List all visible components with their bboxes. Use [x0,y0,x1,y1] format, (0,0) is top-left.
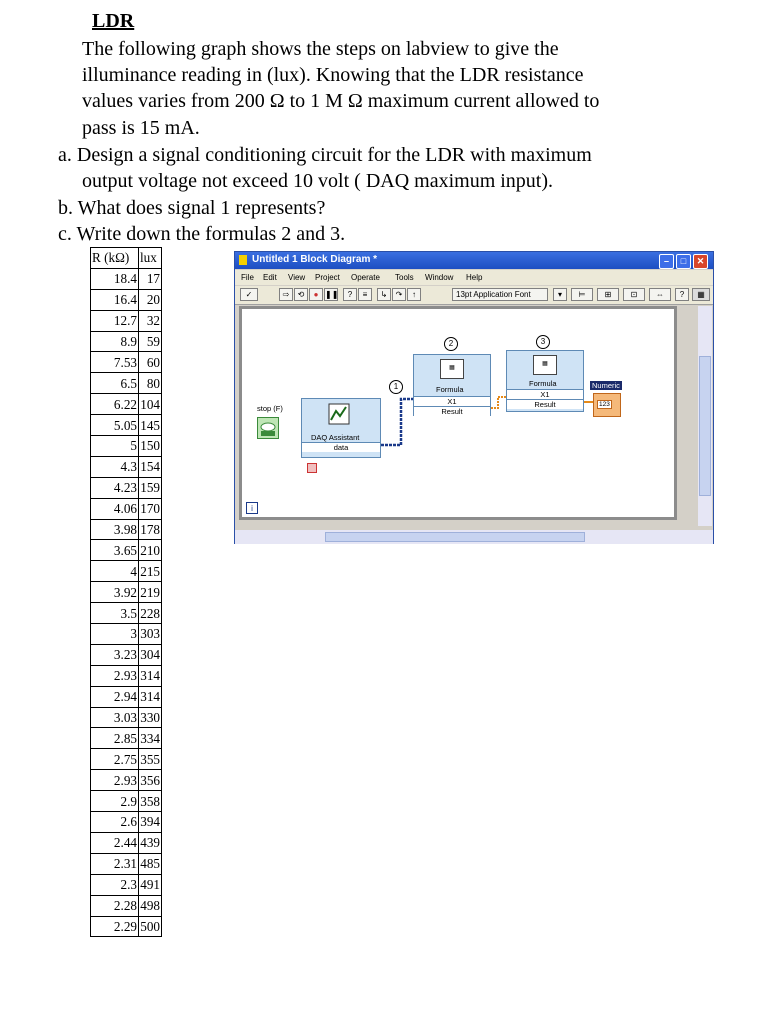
resistance-cell: 5 [91,436,139,457]
lux-cell: 228 [139,603,162,624]
lux-cell: 20 [139,289,162,310]
reorder-icon[interactable]: ⇔ [649,288,671,301]
lux-cell: 485 [139,853,162,874]
formula-2-label: Formula [529,379,557,388]
table-row [91,665,162,686]
menu-view[interactable]: View [288,273,306,282]
table-row [91,477,162,498]
resistance-cell: 4.06 [91,498,139,519]
loop-iteration-terminal[interactable]: i [246,502,258,514]
maximize-icon[interactable]: □ [676,254,691,269]
stop-terminal[interactable] [257,417,279,439]
resistance-cell: 3.03 [91,707,139,728]
resistance-cell: 4.3 [91,456,139,477]
question-a-line-2: output voltage not exceed 10 volt ( DAQ maximum input). [82,170,554,192]
menu-project[interactable]: Project [315,273,340,282]
resistance-cell: 7.53 [91,352,139,373]
lux-cell: 303 [139,624,162,645]
table-row [91,540,162,561]
lux-cell: 215 [139,561,162,582]
menu-file[interactable]: File [241,273,254,282]
resistance-cell: 3.92 [91,582,139,603]
retain-wire-icon[interactable]: ≡ [358,288,372,301]
step-out-icon[interactable]: ↑ [407,288,421,301]
table-row [91,456,162,477]
lux-cell: 145 [139,415,162,436]
lux-cell: 304 [139,644,162,665]
lux-cell: 358 [139,791,162,812]
table-row [91,582,162,603]
lux-cell: 150 [139,436,162,457]
table-row [91,603,162,624]
minimize-icon[interactable]: – [659,254,674,269]
abort-icon[interactable]: ● [309,288,323,301]
highlight-execution-icon[interactable]: ? [343,288,357,301]
resistance-cell: 2.75 [91,749,139,770]
menu-operate[interactable]: Operate [351,273,380,282]
resistance-cell: 6.5 [91,373,139,394]
formula-1-label: Formula [436,385,464,394]
error-cluster-icon[interactable] [307,463,317,473]
resistance-cell: 2.6 [91,812,139,833]
paragraph-line-4: pass is 15 mA. [82,117,200,139]
resistance-cell: 6.22 [91,394,139,415]
resistance-cell: 3 [91,624,139,645]
lux-cell: 314 [139,686,162,707]
lux-cell: 60 [139,352,162,373]
question-b: b. What does signal 1 represents? [58,197,326,219]
stop-button-icon [258,418,278,438]
resistance-cell: 3.98 [91,519,139,540]
table-row [91,498,162,519]
table-row [91,791,162,812]
table-row [91,624,162,645]
menu-bar [235,270,713,285]
table-row [91,853,162,874]
table-row [91,289,162,310]
lux-cell: 500 [139,916,162,937]
window-title: Untitled 1 Block Diagram * [252,254,378,265]
resistance-cell: 4 [91,561,139,582]
lux-cell: 330 [139,707,162,728]
table-row [91,519,162,540]
font-select[interactable]: 13pt Application Font [452,288,548,301]
lux-cell: 491 [139,874,162,895]
table-row [91,436,162,457]
lux-cell: 219 [139,582,162,603]
question-a-line-1: a. Design a signal conditioning circuit for the LDR with maximum [58,144,592,166]
labview-icon [239,255,247,265]
formula-node-1[interactable] [413,354,491,416]
paragraph-line-3: values varies from 200 Ω to 1 M Ω maximum current allowed to [82,90,600,112]
daq-assistant-icon [328,403,350,425]
lux-cell: 210 [139,540,162,561]
table-row [91,373,162,394]
paragraph-line-2: illuminance reading in (lux). Knowing that the LDR resistance [82,64,584,86]
table-row [91,707,162,728]
daq-assistant-label: DAQ Assistant [311,433,360,442]
lux-cell: 32 [139,310,162,331]
formula-2-input[interactable]: X1 [507,389,583,399]
vertical-scrollbar-thumb[interactable] [699,356,711,496]
daq-assistant-node[interactable] [301,398,381,458]
formula-1-input[interactable]: X1 [414,396,490,406]
question-c: c. Write down the formulas 2 and 3. [58,223,346,245]
lux-cell: 498 [139,895,162,916]
header-resistance: R (kΩ) [91,248,139,269]
chevron-down-icon[interactable]: ▾ [553,288,567,301]
formula-wire [491,392,507,412]
signal-marker-2: 2 [444,337,458,351]
table-row [91,268,162,289]
lux-cell: 170 [139,498,162,519]
window-titlebar[interactable] [235,252,713,269]
table-row [91,728,162,749]
resistance-cell: 2.93 [91,665,139,686]
resistance-cell: 18.4 [91,268,139,289]
step-into-icon[interactable]: ↳ [377,288,391,301]
lux-cell: 80 [139,373,162,394]
header-lux: lux [139,248,162,269]
resistance-cell: 3.23 [91,644,139,665]
run-check-icon[interactable]: ✓ [240,288,258,301]
table-row [91,352,162,373]
resistance-cell: 5.05 [91,415,139,436]
run-arrow-icon[interactable]: ⇨ [279,288,293,301]
resistance-cell: 2.3 [91,874,139,895]
resistance-cell: 2.31 [91,853,139,874]
run-continuous-icon[interactable]: ⟲ [294,288,308,301]
formula-2-output[interactable]: Result [507,399,583,409]
resistance-cell: 16.4 [91,289,139,310]
table-row [91,770,162,791]
resistance-cell: 12.7 [91,310,139,331]
resistance-cell: 2.28 [91,895,139,916]
horizontal-scrollbar-thumb[interactable] [325,532,585,542]
lux-cell: 394 [139,812,162,833]
menu-tools[interactable]: Tools [395,273,414,282]
table-row [91,916,162,937]
distribute-objects-icon[interactable]: ⊞ [597,288,619,301]
table-row [91,686,162,707]
menu-help[interactable]: Help [466,273,483,282]
menu-edit[interactable]: Edit [263,273,277,282]
formula-1-icon: ▦ [440,359,464,379]
resistance-cell: 2.85 [91,728,139,749]
lux-cell: 355 [139,749,162,770]
table-row [91,749,162,770]
lux-cell: 104 [139,394,162,415]
resistance-cell: 3.65 [91,540,139,561]
table-header-row [91,248,162,269]
resistance-cell: 2.29 [91,916,139,937]
lux-cell: 17 [139,268,162,289]
lux-cell: 439 [139,832,162,853]
menu-window[interactable]: Window [425,273,454,282]
resistance-cell: 2.93 [91,770,139,791]
table-row [91,415,162,436]
align-objects-icon[interactable]: ⊨ [571,288,593,301]
daq-data-terminal[interactable]: data [302,442,380,452]
table-row [91,310,162,331]
table-row [91,331,162,352]
lux-cell: 334 [139,728,162,749]
help-icon[interactable]: ? [675,288,689,301]
signal-marker-3: 3 [536,335,550,349]
pause-icon[interactable]: ❚❚ [325,290,339,299]
table-row [91,644,162,665]
signal-marker-1: 1 [389,380,403,394]
table-row [91,812,162,833]
step-over-icon[interactable]: ↷ [392,288,406,301]
ldr-data-table [90,247,162,937]
resistance-cell: 2.44 [91,832,139,853]
lux-cell: 356 [139,770,162,791]
lux-cell: 159 [139,477,162,498]
resize-objects-icon[interactable]: ⊡ [623,288,645,301]
table-row [91,895,162,916]
numeric-value: 123 [599,401,610,408]
vi-icon[interactable]: ▦ [692,288,710,301]
lux-cell: 154 [139,456,162,477]
lux-cell: 314 [139,665,162,686]
paragraph-line-1: The following graph shows the steps on labview to give the [82,38,559,60]
table-row [91,832,162,853]
resistance-cell: 2.9 [91,791,139,812]
stop-label: stop (F) [257,404,283,413]
lux-cell: 178 [139,519,162,540]
formula-2-icon: ▦ [533,355,557,375]
lux-cell: 59 [139,331,162,352]
formula-node-2[interactable] [506,350,584,412]
heading: LDR [92,10,135,32]
resistance-cell: 4.23 [91,477,139,498]
table-row [91,394,162,415]
table-row [91,874,162,895]
close-icon[interactable]: ✕ [693,254,708,269]
toolbar [235,286,713,305]
table-row [91,561,162,582]
numeric-label: Numeric [592,381,620,390]
resistance-cell: 8.9 [91,331,139,352]
numeric-indicator[interactable] [593,393,621,417]
resistance-cell: 2.94 [91,686,139,707]
resistance-cell: 3.5 [91,603,139,624]
formula-1-output[interactable]: Result [414,406,490,416]
labview-block-diagram-window [234,251,714,544]
